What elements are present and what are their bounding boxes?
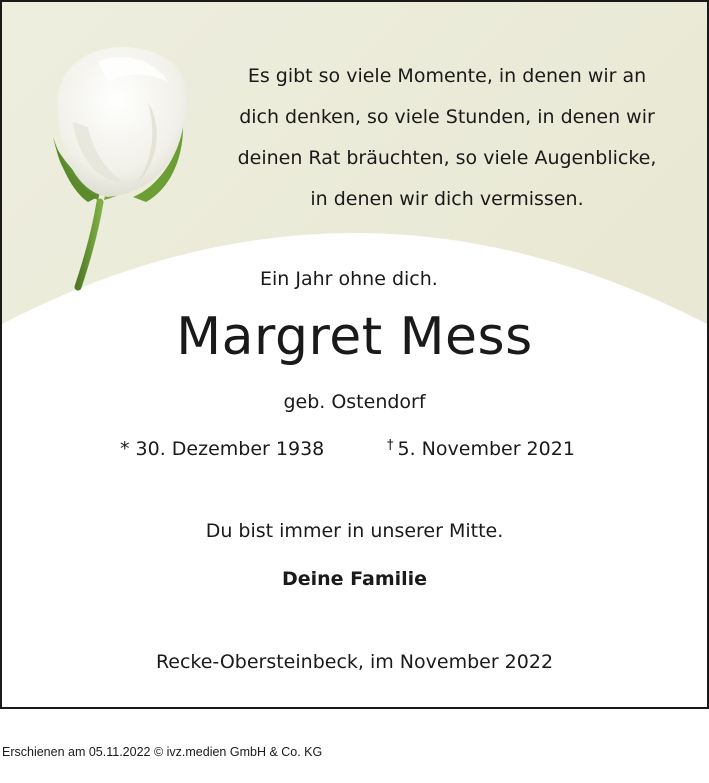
life-dates [2,438,707,468]
closing-line: Du bist immer in unserer Mitte. [205,520,504,542]
poem-line: Es gibt so viele Momente, in denen wir an [247,65,647,87]
poem-line: in denen wir dich vermissen. [310,188,584,210]
poem [214,56,680,220]
white-rose-icon [38,42,208,292]
poem-line: deinen Rat bräuchten, so viele Augenblicke, [237,147,657,169]
maiden-name: geb. Ostendorf [283,391,426,413]
death-date-group [387,438,575,460]
cross-icon: † [387,438,394,453]
deceased-name: Margret Mess [176,307,533,367]
publication-credit: Erschienen am 05.11.2022 © ivz.medien GmbH & Co. KG [2,745,323,759]
poem-line: dich denken, so viele Stunden, in denen wir [239,106,655,128]
signature: Deine Familie [281,568,428,590]
intro-text: Ein Jahr ohne dich. [260,268,438,290]
death-date: 5. November 2021 [397,438,575,460]
birth-date: * 30. Dezember 1938 [120,438,325,460]
place-date: Recke-Obersteinbeck, im November 2022 [155,651,554,673]
